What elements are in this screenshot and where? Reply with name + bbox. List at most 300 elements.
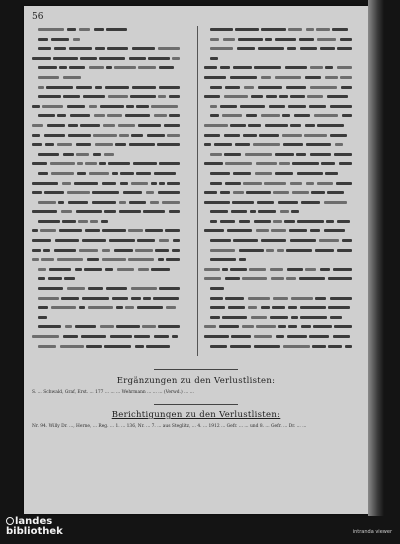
text-line	[32, 218, 184, 225]
word-stroke	[80, 57, 97, 60]
text-line	[204, 45, 356, 52]
word-stroke	[345, 345, 352, 348]
word-stroke	[272, 306, 285, 309]
text-line	[204, 64, 356, 71]
word-stroke	[32, 210, 57, 213]
word-stroke	[68, 124, 78, 127]
word-stroke	[103, 124, 115, 127]
word-stroke	[242, 325, 254, 328]
text-line	[32, 170, 184, 177]
word-stroke	[273, 297, 288, 300]
word-stroke	[38, 114, 55, 117]
word-stroke	[38, 316, 47, 319]
word-stroke	[269, 105, 285, 108]
word-stroke	[102, 249, 110, 252]
word-stroke	[222, 114, 242, 117]
word-stroke	[51, 38, 69, 41]
word-stroke	[259, 134, 279, 137]
text-line	[32, 74, 184, 81]
word-stroke	[310, 86, 337, 89]
word-stroke	[120, 172, 134, 175]
word-stroke	[151, 105, 178, 108]
word-stroke	[214, 143, 232, 146]
word-stroke	[110, 335, 132, 338]
word-stroke	[92, 201, 116, 204]
text-line	[32, 112, 184, 119]
text-line	[204, 218, 356, 225]
word-stroke	[159, 239, 169, 242]
word-stroke	[258, 86, 282, 89]
word-stroke	[251, 95, 263, 98]
text-line	[204, 247, 356, 254]
word-stroke	[306, 28, 314, 31]
word-stroke	[210, 249, 235, 252]
word-stroke	[47, 124, 65, 127]
text-line	[32, 295, 184, 302]
word-stroke	[204, 95, 220, 98]
word-stroke	[87, 258, 99, 261]
word-stroke	[210, 220, 217, 223]
word-stroke	[286, 86, 306, 89]
word-stroke	[159, 86, 180, 89]
word-stroke	[131, 134, 143, 137]
text-line	[204, 132, 356, 139]
text-line	[204, 170, 356, 177]
casualty-list-left-column	[32, 26, 184, 352]
word-stroke	[271, 229, 286, 232]
word-stroke	[253, 143, 280, 146]
word-stroke	[342, 114, 352, 117]
word-stroke	[248, 124, 261, 127]
word-stroke	[41, 258, 54, 261]
word-stroke	[254, 335, 272, 338]
text-line	[204, 103, 356, 110]
word-stroke	[104, 345, 131, 348]
supplements-heading: Ergänzungen zu den Verlustlisten:	[116, 376, 276, 386]
text-line	[32, 343, 184, 350]
word-stroke	[284, 220, 295, 223]
word-stroke	[210, 28, 233, 31]
word-stroke	[44, 134, 65, 137]
word-stroke	[210, 239, 231, 242]
word-stroke	[38, 268, 46, 271]
text-line	[32, 64, 184, 71]
word-stroke	[109, 239, 135, 242]
word-stroke	[78, 220, 88, 223]
word-stroke	[32, 182, 58, 185]
word-stroke	[42, 105, 63, 108]
word-stroke	[291, 316, 298, 319]
word-stroke	[59, 229, 82, 232]
word-stroke	[321, 162, 335, 165]
word-stroke	[309, 105, 326, 108]
word-stroke	[292, 191, 309, 194]
word-stroke	[132, 86, 156, 89]
word-stroke	[204, 134, 220, 137]
word-stroke	[125, 306, 134, 309]
word-stroke	[62, 220, 76, 223]
word-stroke	[100, 325, 114, 328]
word-stroke	[131, 297, 141, 300]
text-line	[32, 132, 184, 139]
word-stroke	[73, 38, 80, 41]
column-divider	[197, 26, 198, 356]
word-stroke	[273, 220, 282, 223]
word-stroke	[166, 306, 176, 309]
word-stroke	[74, 182, 98, 185]
word-stroke	[102, 229, 126, 232]
text-line	[32, 160, 184, 167]
word-stroke	[204, 143, 211, 146]
word-stroke	[169, 210, 180, 213]
word-stroke	[158, 47, 180, 50]
word-stroke	[65, 325, 72, 328]
word-stroke	[225, 297, 244, 300]
word-stroke	[94, 28, 104, 31]
word-stroke	[310, 153, 331, 156]
word-stroke	[297, 220, 324, 223]
word-stroke	[46, 86, 73, 89]
text-line	[32, 266, 184, 273]
word-stroke	[316, 28, 330, 31]
text-line	[32, 45, 184, 52]
text-line	[32, 103, 184, 110]
word-stroke	[45, 143, 54, 146]
word-stroke	[340, 76, 352, 79]
word-stroke	[89, 66, 104, 69]
word-stroke	[220, 105, 237, 108]
word-stroke	[210, 306, 225, 309]
supplements-text: S. ... Schwald, Graf, Erst. ... 177 ... ... ... Wehrmann ... ... ... (Verwd.) ... ...	[32, 390, 194, 395]
word-stroke	[129, 143, 155, 146]
word-stroke	[204, 325, 216, 328]
word-stroke	[68, 134, 91, 137]
word-stroke	[332, 28, 348, 31]
word-stroke	[32, 191, 42, 194]
word-stroke	[108, 95, 128, 98]
word-stroke	[333, 268, 352, 271]
text-line	[204, 151, 356, 158]
word-stroke	[300, 47, 317, 50]
word-stroke	[159, 287, 180, 290]
word-stroke	[237, 47, 255, 50]
word-stroke	[210, 38, 219, 41]
word-stroke	[159, 162, 180, 165]
word-stroke	[38, 325, 61, 328]
word-stroke	[204, 335, 229, 338]
word-stroke	[38, 306, 48, 309]
text-line	[32, 237, 184, 244]
word-stroke	[53, 57, 78, 60]
text-line	[204, 275, 356, 282]
word-stroke	[38, 172, 48, 175]
word-stroke	[69, 66, 85, 69]
word-stroke	[129, 201, 146, 204]
word-stroke	[148, 57, 170, 60]
word-stroke	[307, 95, 323, 98]
text-line	[32, 151, 184, 158]
word-stroke	[133, 162, 157, 165]
word-stroke	[231, 335, 251, 338]
word-stroke	[114, 66, 136, 69]
word-stroke	[300, 316, 327, 319]
word-stroke	[107, 114, 122, 117]
word-stroke	[143, 210, 165, 213]
word-stroke	[89, 172, 109, 175]
word-stroke	[79, 306, 85, 309]
word-stroke	[224, 134, 240, 137]
word-stroke	[258, 47, 284, 50]
word-stroke	[265, 124, 288, 127]
word-stroke	[50, 162, 75, 165]
word-stroke	[108, 162, 130, 165]
word-stroke	[38, 287, 63, 290]
word-stroke	[77, 172, 86, 175]
word-stroke	[105, 268, 113, 271]
text-line	[204, 304, 356, 311]
word-stroke	[106, 66, 112, 69]
word-stroke	[288, 306, 297, 309]
text-line	[204, 256, 356, 263]
text-line	[32, 323, 184, 330]
text-line	[204, 237, 356, 244]
word-stroke	[59, 66, 67, 69]
word-stroke	[225, 162, 252, 165]
word-stroke	[239, 249, 264, 252]
word-stroke	[287, 47, 296, 50]
text-line	[204, 160, 356, 167]
word-stroke	[278, 201, 298, 204]
word-stroke	[49, 268, 71, 271]
word-stroke	[288, 105, 306, 108]
word-stroke	[102, 182, 116, 185]
text-line	[32, 180, 184, 187]
word-stroke	[301, 201, 320, 204]
word-stroke	[282, 134, 302, 137]
word-stroke	[38, 345, 56, 348]
word-stroke	[210, 105, 217, 108]
word-stroke	[306, 182, 314, 185]
word-stroke	[317, 38, 336, 41]
word-stroke	[138, 124, 161, 127]
word-stroke	[254, 345, 280, 348]
word-stroke	[123, 191, 142, 194]
word-stroke	[88, 287, 103, 290]
word-stroke	[204, 76, 226, 79]
word-stroke	[51, 306, 76, 309]
word-stroke	[243, 182, 262, 185]
word-stroke	[270, 316, 288, 319]
word-stroke	[94, 114, 105, 117]
word-stroke	[57, 258, 83, 261]
word-stroke	[67, 28, 76, 31]
word-stroke	[304, 134, 327, 137]
word-stroke	[76, 153, 89, 156]
word-stroke	[232, 201, 254, 204]
word-stroke	[43, 249, 50, 252]
word-stroke	[256, 325, 276, 328]
word-stroke	[134, 335, 150, 338]
word-stroke	[251, 316, 267, 319]
text-line	[32, 36, 184, 43]
word-stroke	[314, 114, 338, 117]
word-stroke	[38, 86, 44, 89]
word-stroke	[210, 316, 220, 319]
word-stroke	[63, 153, 74, 156]
word-stroke	[159, 182, 165, 185]
word-stroke	[291, 297, 313, 300]
text-line	[32, 304, 184, 311]
word-stroke	[32, 162, 47, 165]
word-stroke	[107, 47, 128, 50]
word-stroke	[275, 76, 301, 79]
word-stroke	[151, 268, 170, 271]
word-stroke	[128, 229, 143, 232]
word-stroke	[93, 153, 101, 156]
text-line	[204, 122, 356, 129]
word-stroke	[326, 220, 334, 223]
word-stroke	[279, 95, 288, 98]
text-line	[204, 84, 356, 91]
word-stroke	[220, 66, 230, 69]
word-stroke	[225, 277, 240, 280]
word-stroke	[61, 297, 79, 300]
word-stroke	[228, 306, 245, 309]
word-stroke	[136, 105, 149, 108]
word-stroke	[142, 325, 156, 328]
word-stroke	[115, 143, 126, 146]
word-stroke	[32, 229, 38, 232]
word-stroke	[210, 57, 218, 60]
word-stroke	[119, 210, 141, 213]
word-stroke	[330, 316, 342, 319]
word-stroke	[310, 229, 320, 232]
word-stroke	[32, 239, 51, 242]
word-stroke	[210, 172, 230, 175]
text-line	[32, 247, 184, 254]
word-stroke	[40, 229, 56, 232]
word-stroke	[169, 95, 180, 98]
word-stroke	[83, 95, 105, 98]
word-stroke	[104, 210, 116, 213]
word-stroke	[325, 76, 338, 79]
word-stroke	[131, 182, 148, 185]
word-stroke	[154, 172, 176, 175]
word-stroke	[100, 105, 124, 108]
word-stroke	[76, 86, 92, 89]
word-stroke	[150, 201, 159, 204]
word-stroke	[165, 229, 180, 232]
word-stroke	[63, 95, 80, 98]
text-line	[204, 295, 356, 302]
word-stroke	[158, 191, 180, 194]
word-stroke	[204, 124, 228, 127]
word-stroke	[290, 124, 301, 127]
word-stroke	[325, 66, 333, 69]
word-stroke	[254, 220, 271, 223]
word-stroke	[224, 95, 248, 98]
corrections-heading: Berichtigungen zu den Verlustlisten:	[111, 410, 281, 420]
word-stroke	[333, 335, 350, 338]
word-stroke	[145, 229, 163, 232]
word-stroke	[320, 268, 330, 271]
text-line	[204, 314, 356, 321]
word-stroke	[60, 345, 84, 348]
word-stroke	[264, 182, 286, 185]
word-stroke	[315, 249, 334, 252]
word-stroke	[147, 134, 165, 137]
word-stroke	[151, 182, 157, 185]
word-stroke	[309, 335, 329, 338]
word-stroke	[282, 114, 290, 117]
word-stroke	[222, 316, 247, 319]
word-stroke	[287, 335, 307, 338]
word-stroke	[219, 325, 239, 328]
text-line	[32, 55, 184, 62]
word-stroke	[146, 191, 154, 194]
word-stroke	[283, 143, 303, 146]
word-stroke	[135, 345, 144, 348]
word-stroke	[290, 95, 305, 98]
word-stroke	[63, 76, 81, 79]
word-stroke	[225, 86, 240, 89]
word-stroke	[239, 258, 246, 261]
word-stroke	[233, 66, 252, 69]
text-line	[204, 93, 356, 100]
word-stroke	[38, 201, 56, 204]
word-stroke	[330, 105, 352, 108]
logo-line-2: bibliothek	[6, 526, 63, 537]
word-stroke	[325, 172, 338, 175]
text-line	[32, 275, 184, 282]
word-stroke	[172, 249, 180, 252]
corrections-text: Nr. 94. Willy Dr. ..., Herne, ... Reg. ... 1. ... 136, Nr. ... 7. ... aus Steglitz, ... 4. ... 1912 ... Gefr. ... ... und 8. ... Gefr. ... Dr. ... ...	[32, 424, 307, 429]
word-stroke	[328, 277, 352, 280]
word-stroke	[79, 249, 98, 252]
word-stroke	[291, 210, 299, 213]
word-stroke	[315, 297, 326, 300]
word-stroke	[296, 153, 306, 156]
word-stroke	[116, 325, 140, 328]
text-line	[32, 122, 184, 129]
word-stroke	[324, 229, 345, 232]
word-stroke	[75, 325, 96, 328]
word-stroke	[44, 191, 64, 194]
word-stroke	[131, 287, 157, 290]
word-stroke	[223, 38, 235, 41]
word-stroke	[158, 325, 180, 328]
word-stroke	[162, 201, 180, 204]
word-stroke	[86, 345, 102, 348]
word-stroke	[172, 335, 178, 338]
word-stroke	[337, 66, 352, 69]
word-stroke	[339, 162, 352, 165]
word-stroke	[306, 143, 331, 146]
word-stroke	[330, 134, 347, 137]
word-stroke	[99, 57, 125, 60]
text-line	[32, 141, 184, 148]
text-line	[204, 285, 356, 292]
word-stroke	[119, 201, 126, 204]
word-stroke	[61, 210, 72, 213]
word-stroke	[289, 229, 307, 232]
word-stroke	[204, 277, 221, 280]
word-stroke	[55, 239, 79, 242]
word-stroke	[137, 239, 155, 242]
word-stroke	[204, 162, 223, 165]
word-stroke	[255, 172, 272, 175]
word-stroke	[299, 277, 325, 280]
